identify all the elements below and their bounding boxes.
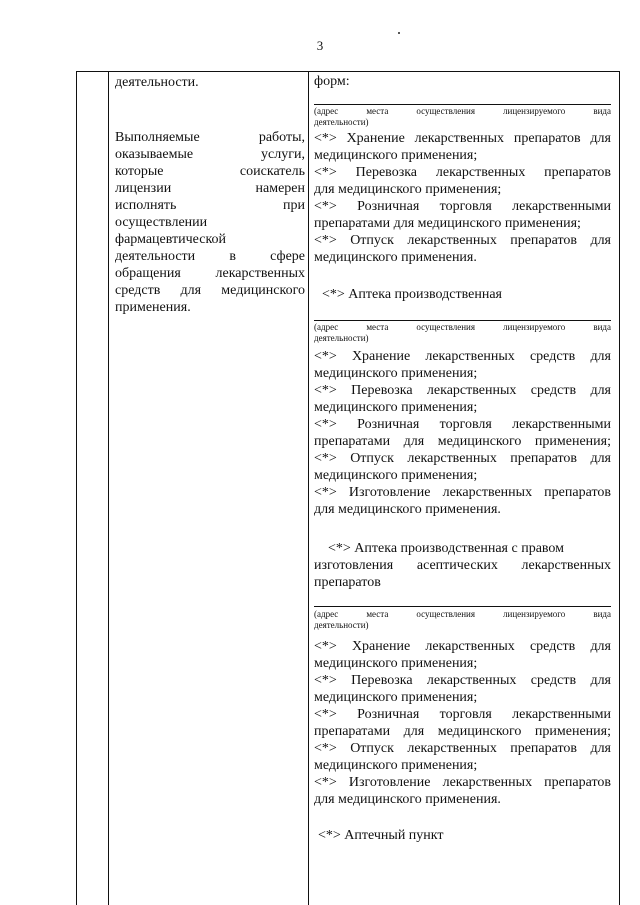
table-border-col1 xyxy=(108,71,109,905)
page-number: 3 xyxy=(316,38,324,53)
table-border-col2 xyxy=(308,71,309,905)
left-cell-description: Выполняемые работы, оказываемые услуги, которые соискатель лицензии намерен исполнять при осуществлении фармацевтической деятельности в сфере обращения лекарственных средств для медицинского применения. xyxy=(115,130,305,315)
activities-block-3: <*> Хранение лекарственных средств для медицинского применения; <*> Перевозка лекарственных средств для медицинского применения; <*> Розничная торговля лекарственными препаратами для медицинского применения; <*> Отпуск лекарственных препаратов для медицинского применения; <*> Изготовление лекарственных препаратов для медицинского применения. xyxy=(314,639,611,807)
address-underline-1 xyxy=(314,104,611,105)
table-border-left xyxy=(76,71,77,905)
address-underline-2 xyxy=(314,320,611,321)
address-note-3: (адрес места осуществления лицензируемого вида деятельности) xyxy=(314,609,611,630)
address-underline-3 xyxy=(314,606,611,607)
heading-pharmacy-point: <*> Аптечный пункт xyxy=(318,828,444,843)
heading-pharmacy-production: <*> Аптека производственная xyxy=(322,287,502,302)
heading-pharmacy-aseptic: <*> Аптека производственная с правом изготовления асептических лекарственных препаратов xyxy=(314,541,611,590)
address-note-2: (адрес места осуществления лицензируемого вида деятельности) xyxy=(314,322,611,343)
table-border-right xyxy=(619,71,620,905)
left-cell-first-line: деятельности. xyxy=(115,75,199,90)
table-top-border xyxy=(76,71,620,72)
speck xyxy=(398,32,400,34)
activities-block-2: <*> Хранение лекарственных средств для медицинского применения; <*> Перевозка лекарственных средств для медицинского применения; <*> Розничная торговля лекарственными препаратами для медицинского применения; <*> Отпуск лекарственных препаратов для медицинского применения; <*> Изготовление лекарственных препаратов для медицинского применения. xyxy=(314,349,611,517)
activities-block-1: <*> Хранение лекарственных препаратов для медицинского применения; <*> Перевозка лекарственных препаратов для медицинского применения; <*> Розничная торговля лекарственными препаратами для медицинского применения; <*> Отпуск лекарственных препаратов для медицинского применения. xyxy=(314,131,611,265)
address-note-1: (адрес места осуществления лицензируемого вида деятельности) xyxy=(314,106,611,127)
right-top-word: форм: xyxy=(314,74,350,89)
